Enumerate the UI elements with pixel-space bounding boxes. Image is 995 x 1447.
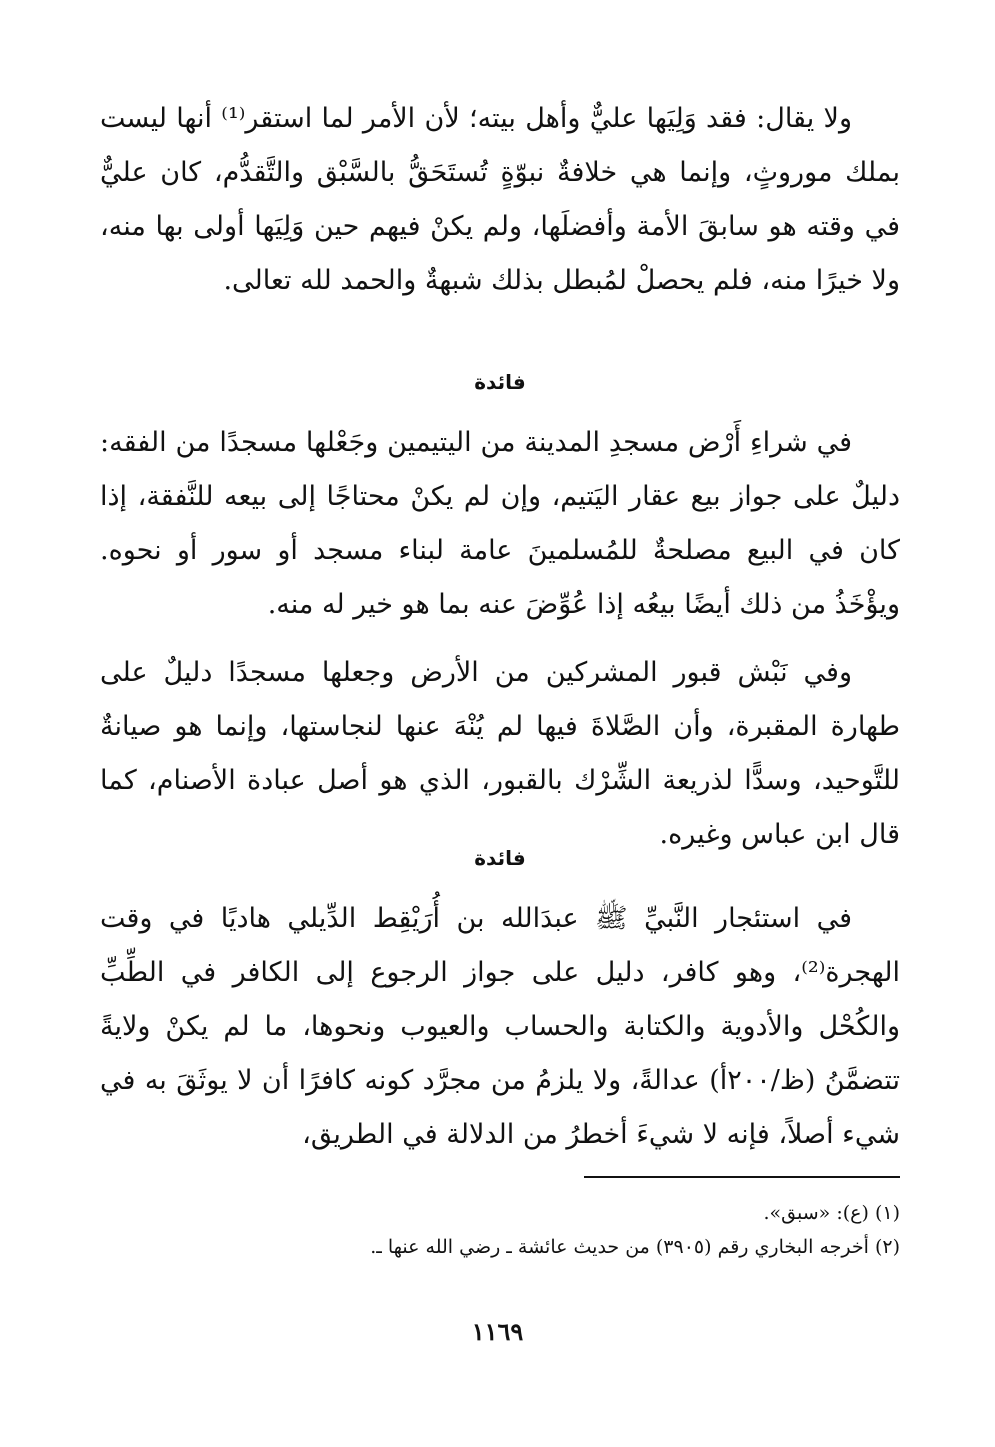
section-heading-2: فائدة (474, 846, 526, 870)
footnote-1: (١) (ع): «سبق». (763, 1202, 900, 1224)
footnote-divider (584, 1176, 900, 1178)
body-text-section2 (100, 892, 900, 1162)
paragraph-section2-1: في استئجار النَّبيِّ ﷺ عبدَالله بن أُرَيْقِط الدِّيلي هاديًا في وقت الهجرة⁽²⁾، وهو كافر، دليل على جواز الرجوع إلى الكافر في الطِّبِّ والكُحْل والأدوية والكتابة والحساب والعيوب ونحوها، ما لم يكنْ ولايةً تتضمَّنُ (ظ/٢٠٠أ) عدالةً، ولا يلزمُ من مجرَّد كونه كافرًا أن لا يوثَقَ به في شيء أصلاً، فإنه لا شيءَ أخطرُ من الدلالة في الطريق، (100, 903, 900, 1150)
paragraph-section1-2: وفي نَبْش قبور المشركين من الأرض وجعلها مسجدًا دليلٌ على طهارة المقبرة، وأن الصَّلاةَ فيها لم يُنْهَ عنها لنجاستها، وإنما هو صيانةٌ للتَّوحيد، وسدًّا لذريعة الشِّرْك بالقبور، الذي هو أصل عبادة الأصنام، كما قال ابن عباس وغيره. (100, 657, 900, 850)
body-text-section1 (100, 416, 900, 862)
page-number: ١١٦٩ (471, 1317, 524, 1346)
paragraph-intro: ولا يقال: فقد وَلِيَها عليٌّ وأهل بيته؛ لأن الأمر لما استقر⁽¹⁾ أنها ليست بملك موروثٍ، وإنما هي خلافةٌ نبوّةٍ تُستَحَقُّ بالسَّبْق والتَّقدُّم، كان عليٌّ في وقته هو سابقَ الأمة وأفضلَها، ولم يكنْ فيهم حين وَلِيَها أولى بها منه، ولا خيرًا منه، فلم يحصلْ لمُبطل بذلك شبهةٌ والحمد لله تعالى. (100, 103, 900, 296)
section-heading-1: فائدة (474, 370, 526, 394)
footnote-2: (٢) أخرجه البخاري رقم (٣٩٠٥) من حديث عائشة ـ رضي الله عنها ـ. (370, 1236, 900, 1258)
footnotes (100, 1196, 900, 1264)
body-text-intro (100, 92, 900, 308)
paragraph-section1-1: في شراءِ أَرْض مسجدِ المدينة من اليتيمين وجَعْلها مسجدًا من الفقه: دليلٌ على جواز بيع عقار اليَتيم، وإن لم يكنْ محتاجًا إلى بيعه للنَّفقة، إذا كان في البيع مصلحةٌ للمُسلمينَ عامة لبناء مسجد أو سور أو نحوه. ويؤْخَذُ من ذلك أيضًا بيعُه إذا عُوِّضَ عنه بما هو خير له منه. (100, 427, 900, 620)
